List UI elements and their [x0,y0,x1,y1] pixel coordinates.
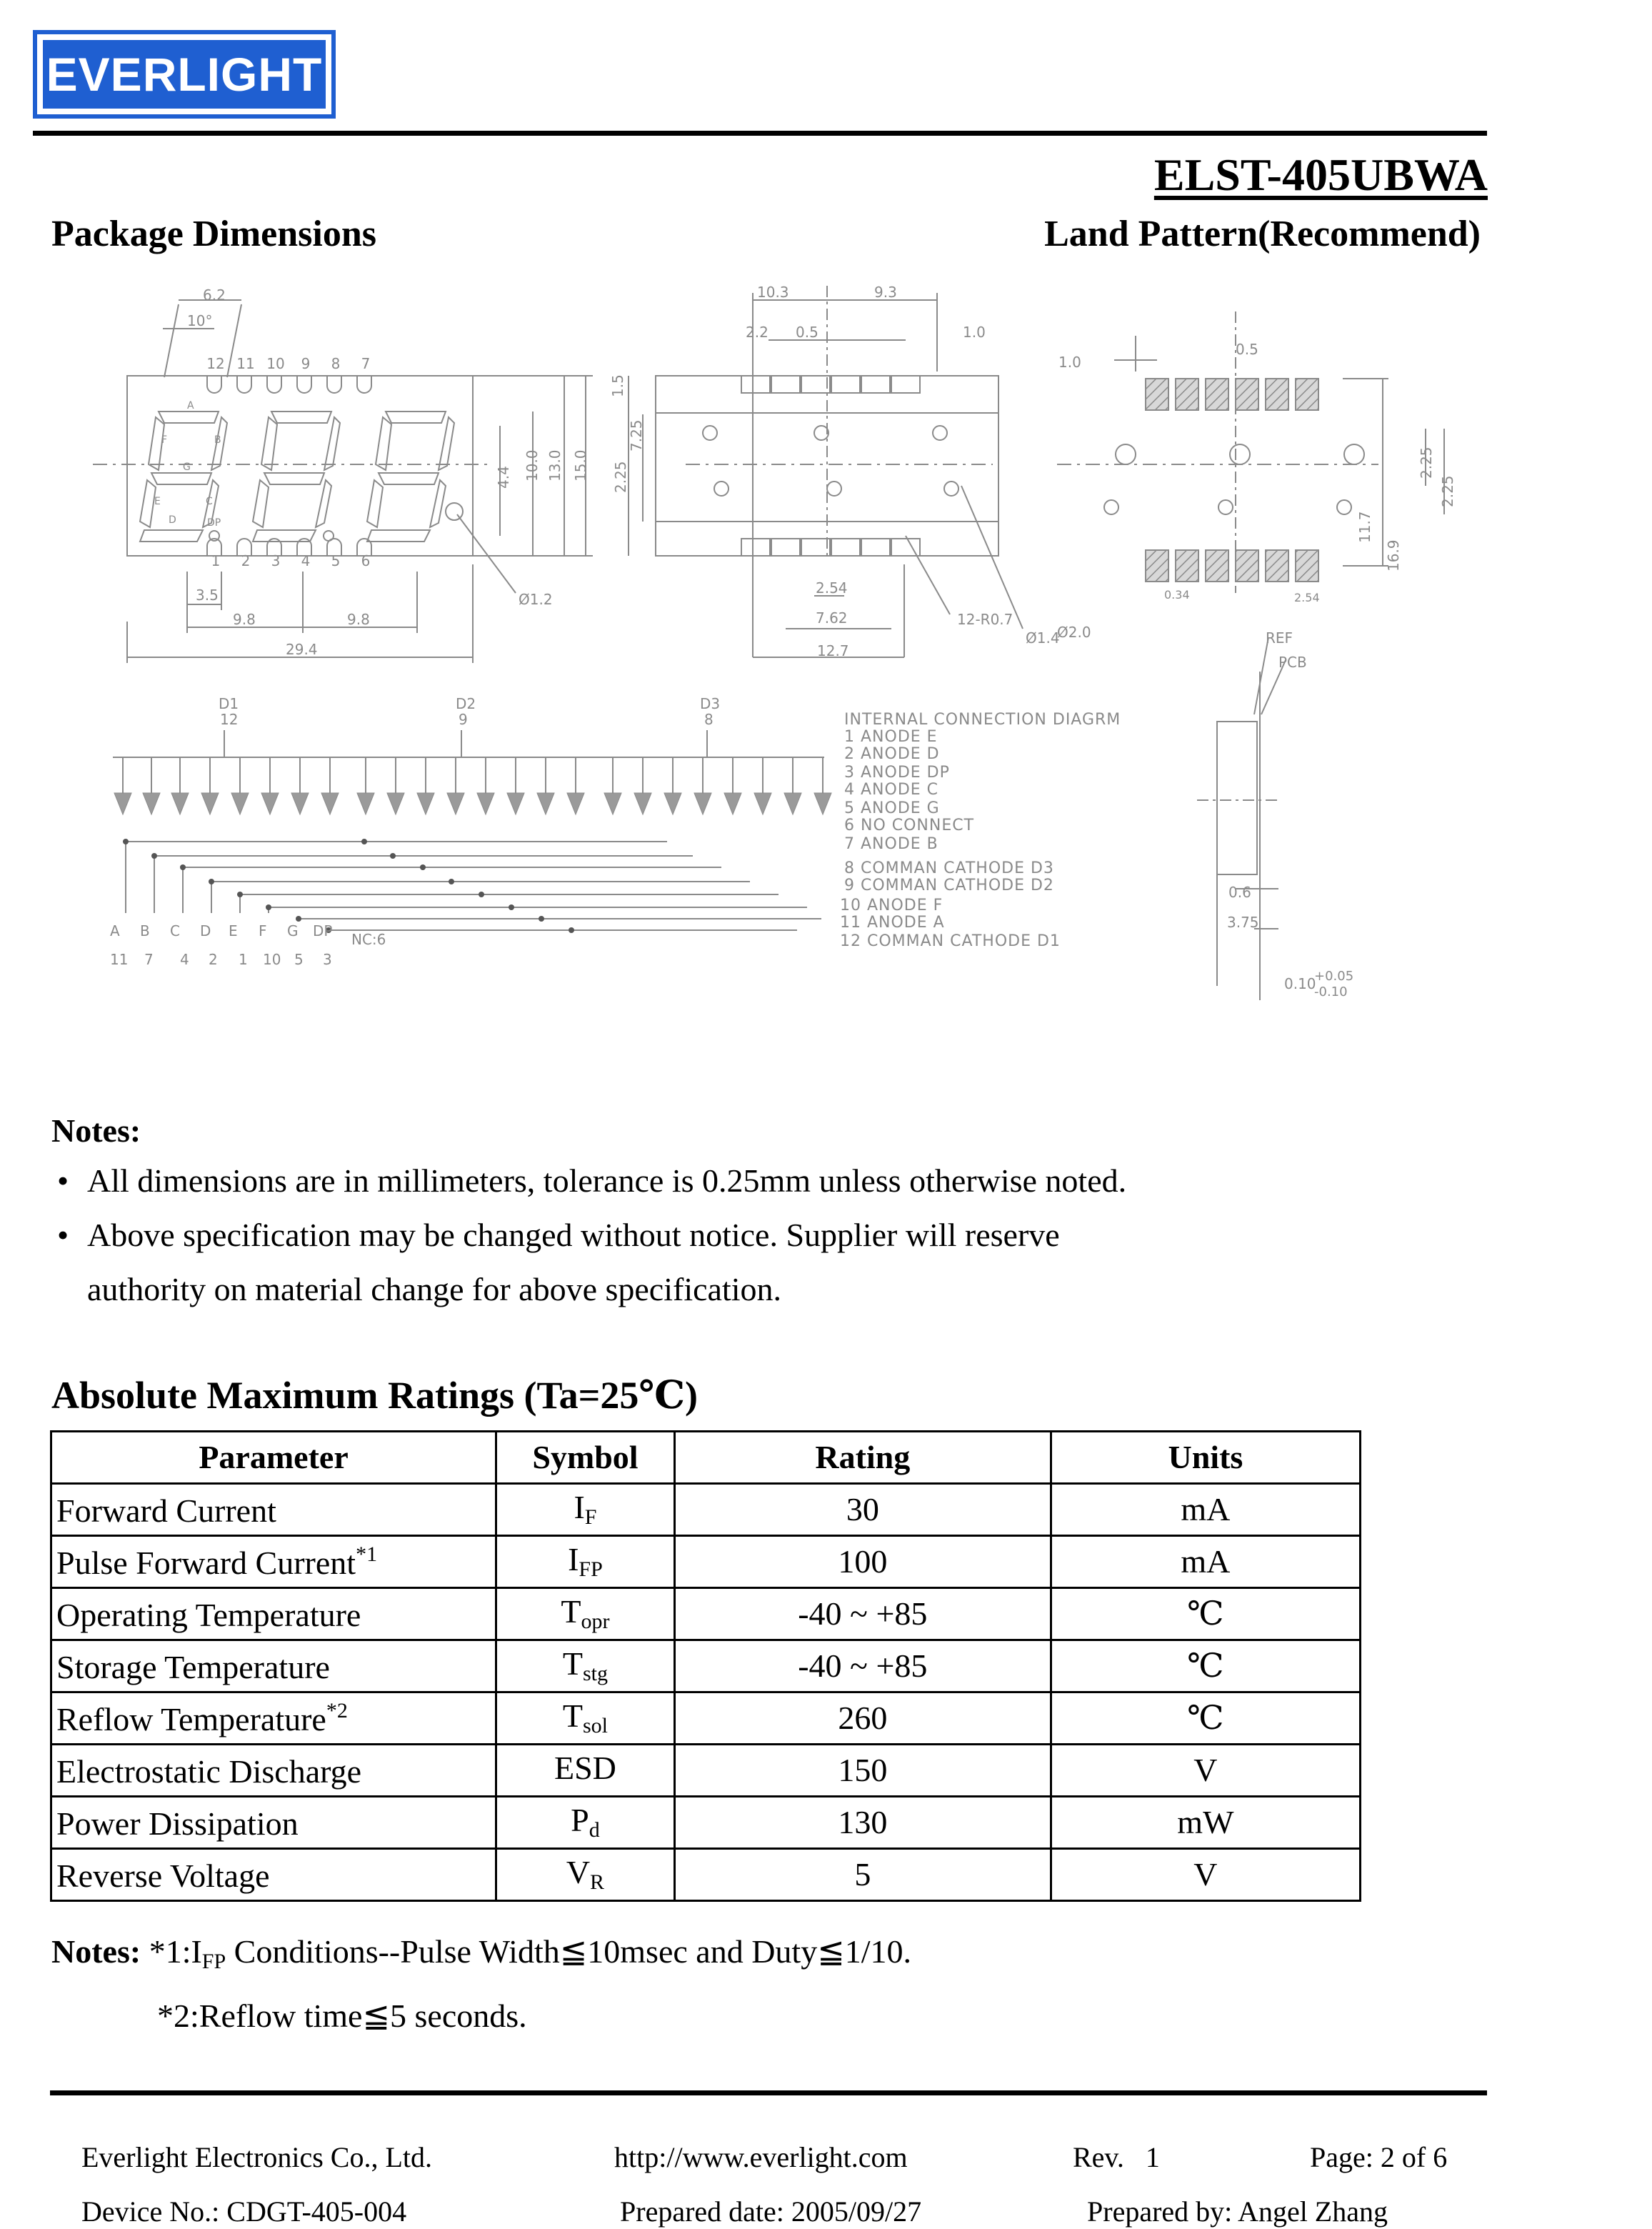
profile-label: 0.10 [1284,975,1316,992]
rating-cell: 30 [674,1484,1051,1536]
rating-cell: 150 [674,1745,1051,1797]
model-number: ELST-405UBWA [1153,149,1488,200]
front-pin-bottom-label: 2 [241,552,251,569]
side-top-pads [741,376,920,393]
side-holes [703,426,958,496]
note-item-continued [51,1262,1273,1317]
segment-letter: DP [207,517,221,529]
connection-item: 8 COMMAN CATHODE D3 [844,859,1054,877]
units-cell: ℃ [1051,1588,1360,1640]
table-row [51,1536,1361,1588]
units-cell: mW [1051,1797,1360,1849]
digit-pin-label: 9 [459,711,468,728]
note-text: authority on material change for above specification. [87,1271,781,1307]
dim-label: 1.0 [1058,354,1081,371]
circuit-common-lines [224,730,707,757]
table-row [51,1745,1361,1797]
parameter-cell: Reverse Voltage [56,1858,270,1894]
footnote-1-pre: *1:I [149,1933,202,1970]
parameter-cell: Power Dissipation [56,1805,299,1842]
footnote-mark: *1 [356,1542,378,1566]
segment-letter: F [161,434,168,446]
footnote-mark: *2 [326,1699,348,1722]
connection-item: 10 ANODE F [840,897,943,914]
units-cell: ℃ [1051,1640,1360,1692]
symbol-cell: I [568,1541,579,1577]
units-cell: mA [1051,1484,1360,1536]
bullet: • [57,1217,69,1253]
footer-prepared-by: Prepared by: Angel Zhang [1087,2195,1388,2228]
dim-label: 10.0 [524,449,541,482]
dim-label: Ø1.2 [519,591,553,608]
segment-label: G [287,922,299,939]
header-divider [33,131,1487,136]
dim-label: 16.9 [1385,539,1402,572]
segment-pin-label: 2 [209,951,218,968]
segment-letter: B [214,434,221,446]
bullet: • [57,1162,69,1199]
front-pin-bottom-label: 3 [271,552,281,569]
land-pattern-title: Land Pattern(Recommend) [1044,214,1481,254]
digit-pin-label: 8 [704,711,714,728]
symbol-subscript: stg [582,1662,608,1685]
digit-2 [253,412,340,542]
side-bottom-pads [741,539,920,556]
segment-pin-label: 4 [180,951,189,968]
symbol-cell: P [571,1802,589,1838]
connection-item: 12 COMMAN CATHODE D1 [840,932,1061,950]
segment-letter: A [187,400,194,412]
symbol-subscript: FP [579,1557,603,1581]
connection-item: 4 ANODE C [844,781,939,799]
dim-label: 0.5 [1236,341,1258,358]
parameter-cell: Storage Temperature [56,1649,330,1685]
digit-label: D3 [700,695,721,712]
ratings-table [50,1430,1361,1902]
dim-label: 0.34 [1164,588,1190,602]
segment-label: DP [313,922,333,939]
segment-letter: G [183,462,191,473]
dim-label: 11.7 [1356,511,1373,543]
connection-title: INTERNAL CONNECTION DIAGRM [844,711,1121,729]
dim-label: Ø1.4 [1026,629,1060,647]
led-diodes [114,793,831,814]
parameter-cell: Pulse Forward Current [56,1545,356,1581]
footer-company: Everlight Electronics Co., Ltd. [81,2141,432,2173]
digit-label: D2 [456,695,476,712]
rating-cell: -40 ~ +85 [674,1640,1051,1692]
symbol-cell: T [562,1645,583,1682]
segment-pin-label: 3 [323,951,332,968]
ratings-title: Absolute Maximum Ratings (Ta=25℃) [51,1374,699,1417]
dimension-drawing [0,271,1652,1029]
dim-label: 6.2 [203,286,226,304]
dim-label: 13.0 [546,449,564,482]
dim-label: 10° [187,312,213,329]
segment-label: A [110,922,120,939]
footer-url[interactable]: http://www.everlight.com [614,2141,908,2173]
dim-label: 1.5 [609,374,626,397]
front-top-notches [207,376,371,393]
table-row [51,1484,1361,1536]
rating-cell: 260 [674,1692,1051,1745]
segment-label: D [200,922,211,939]
units-cell: V [1051,1745,1360,1797]
land-pads [1146,379,1318,582]
dim-label: 3.5 [196,587,219,604]
front-pin-top-label: 12 [206,355,225,372]
footer-divider [50,2090,1487,2095]
header-parameter: Parameter [51,1432,496,1484]
dim-label: 7.62 [816,609,848,627]
led-stems [123,757,823,793]
footer-prepared-date: Prepared date: 2005/09/27 [620,2195,922,2228]
dim-label: 2.54 [1294,591,1320,604]
front-pin-top-label: 11 [236,355,255,372]
segment-pin-label: 7 [144,951,154,968]
symbol-cell: I [574,1489,585,1525]
front-pin-top-label: 9 [301,355,311,372]
profile-label: +0.05 [1314,969,1354,984]
footnote-1-post: Conditions--Pulse Width≦10msec and Duty≦1/10. [226,1933,912,1970]
anode-lines [126,842,821,930]
parameter-cell: Electrostatic Discharge [56,1753,362,1790]
dim-label: 15.0 [572,449,589,482]
drawing-svg [0,271,1652,1029]
profile-label: REF [1266,629,1293,647]
rating-cell: -40 ~ +85 [674,1588,1051,1640]
profile-label: -0.10 [1314,984,1348,999]
rating-cell: 100 [674,1536,1051,1588]
connection-item: 2 ANODE D [844,745,940,763]
front-pin-top-label: 10 [266,355,285,372]
segment-letter: C [206,496,213,507]
rating-cell: 130 [674,1797,1051,1849]
segment-pin-label: 11 [110,951,129,968]
profile-body [1217,722,1257,874]
symbol-subscript: R [590,1870,605,1894]
symbol-subscript: sol [582,1714,608,1737]
table-row [51,1797,1361,1849]
segment-pin-label: 1 [239,951,248,968]
segment-label: F [259,922,267,939]
segment-label: C [170,922,180,939]
dim-label: 9.8 [347,611,370,628]
profile-label: 3.75 [1227,914,1259,931]
footnote-2: *2:Reflow time≦5 seconds. [157,1998,527,2034]
units-cell: V [1051,1849,1360,1901]
dim-label: 4.4 [495,466,512,489]
table-row [51,1692,1361,1745]
front-pin-top-label: 7 [361,355,371,372]
footer-page: Page: 2 of 6 [1310,2141,1448,2173]
symbol-cell: T [562,1697,583,1734]
dim-label: 2.25 [612,461,629,493]
units-cell: ℃ [1051,1692,1360,1745]
digit-pin-label: 12 [220,711,239,728]
front-pin-top-label: 8 [331,355,341,372]
dim-label: 2.25 [1439,475,1456,507]
segment-pin-label: 5 [294,951,304,968]
parameter-cell: Forward Current [56,1492,276,1529]
notes-section [51,1112,1273,1317]
symbol-cell: V [566,1854,591,1890]
note-text: All dimensions are in millimeters, tolerance is 0.25mm unless otherwise noted. [87,1162,1127,1199]
note-text: Above specification may be changed without notice. Supplier will reserve [87,1217,1060,1253]
dim-label: 12-R0.7 [957,611,1013,628]
units-cell: mA [1051,1536,1360,1588]
notes-title: Notes: [51,1112,141,1149]
dim-label: 2.25 [1418,447,1435,479]
footer-device-number: Device No.: CDGT-405-004 [81,2195,407,2228]
everlight-logo [33,30,336,119]
logo-text: EVERLIGHT [46,48,323,101]
connection-item: 1 ANODE E [844,728,938,746]
nc-label: NC:6 [351,931,386,948]
rating-cell: 5 [674,1849,1051,1901]
connection-item: 11 ANODE A [840,914,945,932]
profile-label: 0.6 [1228,884,1251,901]
dim-label: 7.25 [628,419,645,452]
package-dimensions-title: Package Dimensions [51,214,376,254]
symbol-subscript: F [584,1505,597,1529]
connection-item: 5 ANODE G [844,799,940,817]
header-symbol: Symbol [496,1432,675,1484]
symbol-cell: T [561,1593,581,1630]
dim-label: 9.8 [233,611,256,628]
front-pin-bottom-label: 4 [301,552,311,569]
dim-label: 12.7 [817,642,849,659]
parameter-cell: Operating Temperature [56,1597,361,1633]
dim-label: 2.54 [816,579,848,597]
dim-label: 29.4 [286,641,318,658]
front-pin-bottom-label: 1 [211,552,221,569]
segment-label: B [140,922,150,939]
connection-item: 7 ANODE B [844,835,938,853]
dim-label: 1.0 [963,324,986,341]
table-header-row [51,1432,1361,1484]
footnote-1 [51,1925,911,1989]
table-row [51,1849,1361,1901]
dim-label: Ø2.0 [1057,624,1091,641]
land-holes [1104,444,1364,514]
header-units: Units [1051,1432,1360,1484]
segment-letter: D [169,514,176,526]
segment-letter: E [154,496,161,507]
digit-label: D1 [219,695,239,712]
connection-item: 3 ANODE DP [844,764,950,782]
footer-revision: Rev. 1 [1073,2141,1160,2173]
rating-footnotes [51,1925,911,2043]
digit-3 [367,412,463,542]
dim-label: 2.2 [746,324,769,341]
symbol-cell: ESD [554,1750,616,1786]
connection-item: 6 NO CONNECT [844,817,975,834]
connection-item: 9 COMMAN CATHODE D2 [844,877,1054,894]
footnote-1-sub: FP [201,1950,226,1973]
symbol-subscript: opr [581,1610,610,1633]
header-rating: Rating [674,1432,1051,1484]
profile-label: PCB [1278,654,1307,671]
note-item [51,1154,1273,1208]
footnotes-label: Notes: [51,1933,141,1970]
dim-label: 9.3 [874,284,897,301]
segment-pin-label: 10 [263,951,281,968]
front-body [127,376,473,556]
parameter-cell: Reflow Temperature [56,1701,326,1737]
symbol-subscript: d [589,1818,600,1842]
dim-label: 10.3 [757,284,789,301]
front-pin-bottom-label: 6 [361,552,371,569]
table-row [51,1588,1361,1640]
note-item [51,1208,1273,1262]
segment-label: E [229,922,238,939]
dim-label: 0.5 [796,324,819,341]
table-row [51,1640,1361,1692]
front-pin-bottom-label: 5 [331,552,341,569]
